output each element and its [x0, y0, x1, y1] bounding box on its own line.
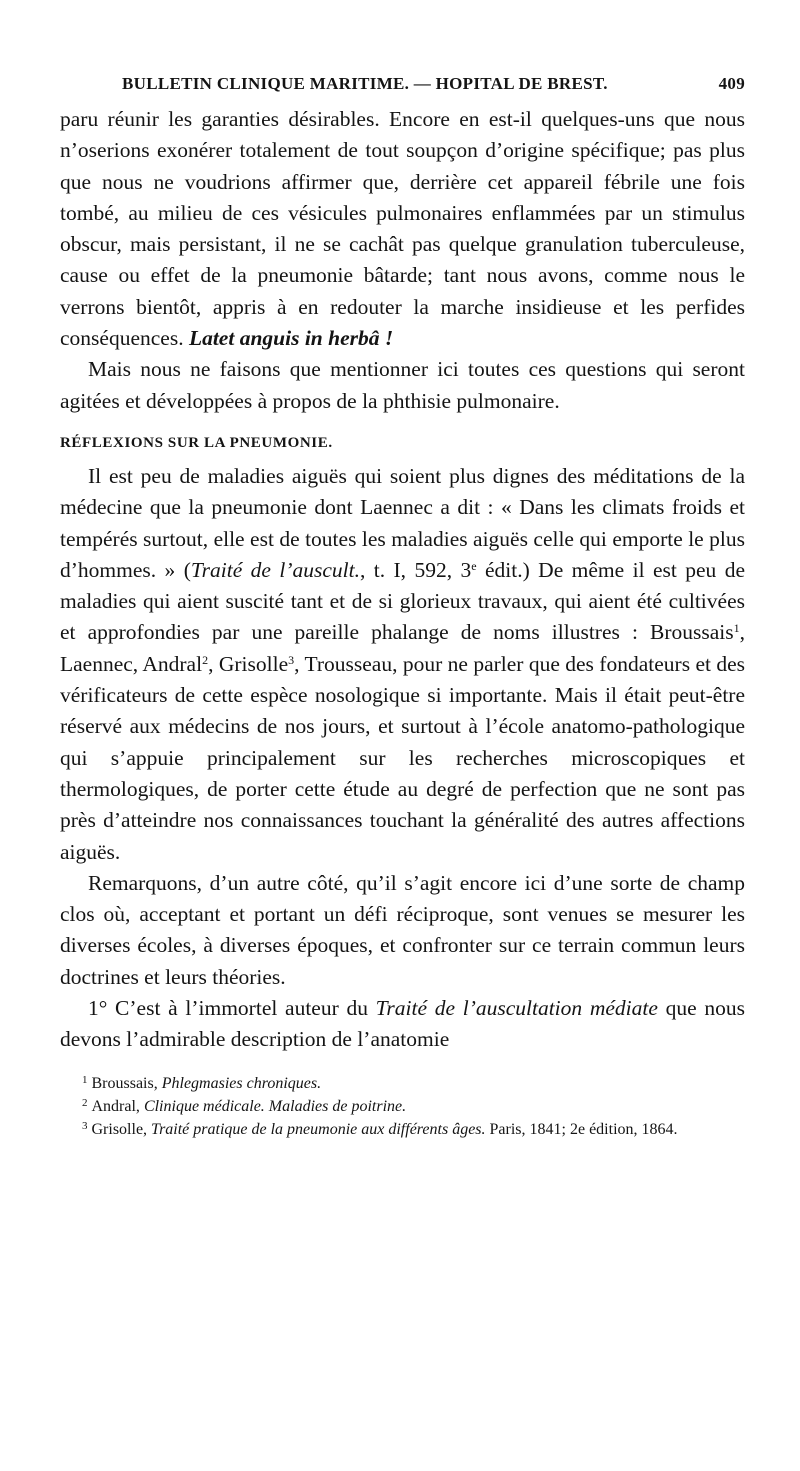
p3-text-2: , t. I, 592, 3	[359, 557, 472, 582]
paragraph-4: Remarquons, d’un autre côté, qu’il s’agit encore ici d’une sorte de champ clos où, acceptant et portant un défi réciproque, sont venues se mesurer les diverses écoles, à diverses époques, et confronter sur ce terrain commun leurs doctrines et leurs théories.	[60, 870, 745, 989]
footnote-3-title: Traité pratique de la pneumonie aux différents âges.	[151, 1120, 486, 1138]
section-title: RÉFLEXIONS SUR LA PNEUMONIE.	[60, 434, 333, 451]
footnote-3-author: Grisolle,	[91, 1120, 152, 1138]
paragraph-1	[60, 104, 745, 354]
p5-citation: Traité de l’auscultation médiate	[375, 996, 658, 1021]
footnote-2-author: Andral,	[91, 1097, 144, 1115]
footnote-2-title: Clinique médicale. Maladies de poitrine.	[143, 1097, 407, 1115]
paragraph-2: Mais nous ne faisons que mentionner ici toutes ces questions qui seront agitées et développées à propos de la phthisie pulmonaire.	[60, 357, 745, 413]
footnote-2-mark: 2	[82, 1096, 88, 1109]
p3-text-3: édit.) De même il est peu de maladies qui aient suscité tant et de si glorieux travaux, qui aient été cultivées et approfondies par une pareille phalange de noms illustres : Broussais	[60, 557, 745, 645]
paragraph-1-text: paru réunir les garanties désirables. Encore en est-il quelques-uns que nous n’oserions exonérer totalement de tout soupçon d’origine spécifique; pas plus que nous ne voudrions affirmer que, derrière cet appareil fébrile une fois tombé, au milieu de ces vésicules pulmonaires enflammées par un stimulus obscur, mais persistant, il ne se cachât pas quelque granulation tuberculeuse, cause ou effet de la pneumonie bâtarde; tant nous avons, comme nous le verrons bientôt, appris à en redouter la marche insidieuse et les perfides conséquences.	[60, 107, 745, 351]
footnote-1-mark: 1	[82, 1073, 88, 1086]
running-head	[122, 74, 745, 100]
latin-quote: Latet anguis in herbâ !	[188, 326, 394, 351]
p3-sup-edition: e	[471, 558, 477, 573]
footnote-ref-3: 3	[288, 652, 295, 667]
footnote-1-author: Broussais,	[91, 1074, 162, 1092]
footnote-1	[60, 1072, 745, 1095]
p5-text-1: C’est à l’immortel auteur du	[107, 996, 376, 1021]
running-title: BULLETIN CLINIQUE MARITIME. — HOPITAL DE BREST.	[122, 74, 608, 93]
footnote-ref-1: 1	[733, 621, 740, 636]
p3-text-6: , Trousseau, pour ne parler que des fondateurs et des vérificateurs de cette espèce nosologique si importante. Mais il était peut-être réservé aux médecins de nos jours, et surtout à l’école anatomo-pathologique qui s’appuie principalement sur les recherches microscopiques et thermologiques, de porter cette étude au degré de perfection que ne sont pas près d’atteindre nos connaissances touchant la généralité des autres affections aiguës.	[60, 651, 745, 864]
p5-number: 1°	[88, 996, 108, 1021]
footnote-3	[60, 1118, 745, 1141]
page	[60, 74, 745, 1141]
p3-text-5: , Grisolle	[208, 651, 289, 676]
footnote-2	[60, 1095, 745, 1118]
p3-text-1: Il est peu de maladies aiguës qui soient plus dignes des méditations de la médecine que la pneumonie dont Laennec a dit : « Dans les climats froids et tempérés surtout, elle est de toutes les maladies aiguës celle qui emporte le plus d’hommes. » (	[60, 463, 745, 582]
p5-text-2: que nous devons l’admirable description de l’anatomie	[60, 996, 745, 1052]
footnote-ref-2: 2	[202, 652, 209, 667]
footnotes	[60, 1072, 745, 1141]
footnote-3-rest: Paris, 1841; 2e édition, 1864.	[485, 1120, 678, 1138]
footnote-3-mark: 3	[82, 1119, 88, 1132]
p3-citation: Traité de l’auscult.	[190, 557, 360, 582]
p3-text-4: , Laennec, Andral	[60, 620, 745, 676]
footnote-1-title: Phlegmasies chroniques.	[161, 1074, 322, 1092]
body-text	[60, 104, 745, 1056]
paragraph-5	[60, 993, 745, 1056]
paragraph-3	[60, 461, 745, 868]
page-number: 409	[718, 74, 745, 93]
